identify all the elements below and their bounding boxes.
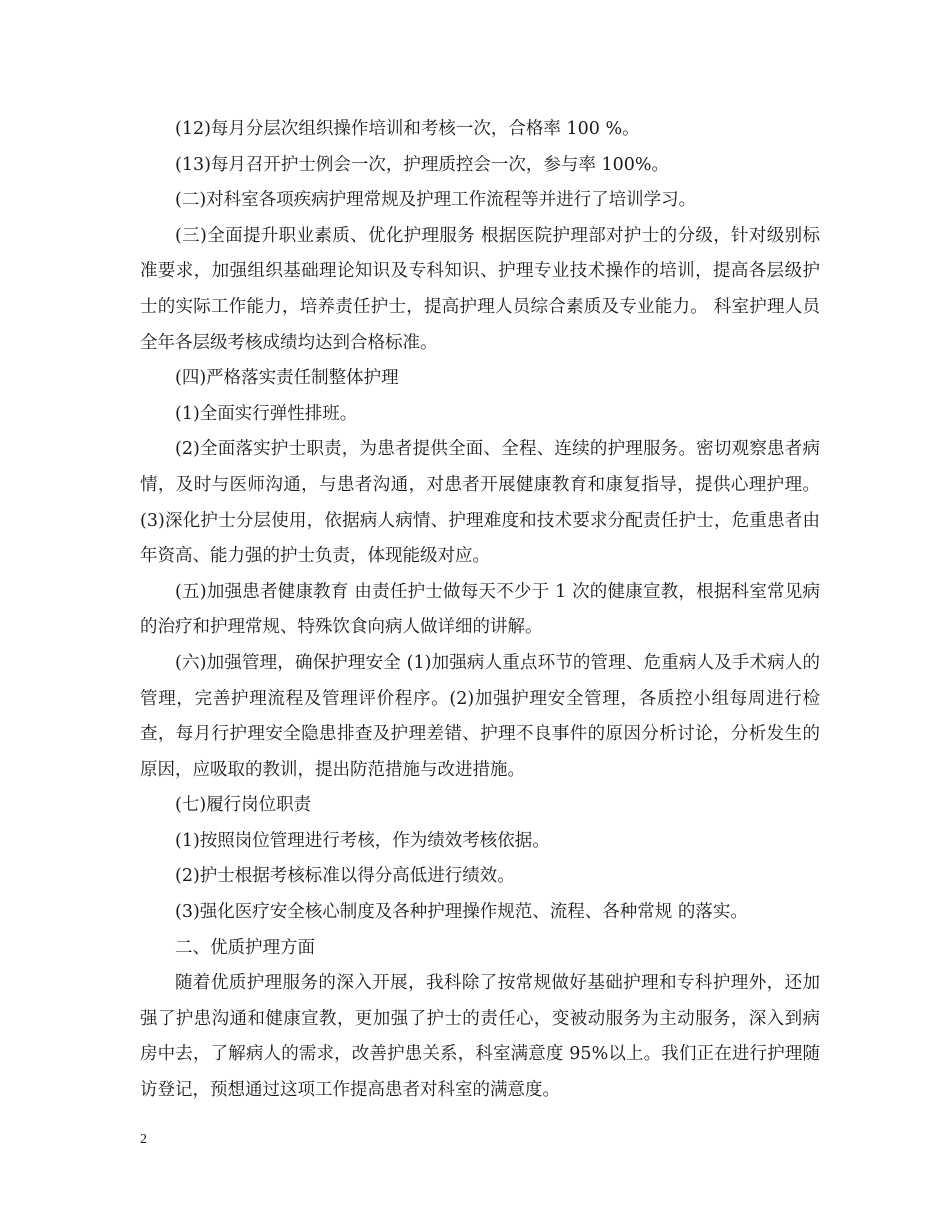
paragraph: (12)每月分层次组织操作培训和考核一次，合格率 100 %。 xyxy=(175,119,640,139)
paragraph: 随着优质护理服务的深入开展，我科除了按常规做好基础护理和专科护理外，还加强了护患沟通和健康宣教，更加强了护士的责任心，变被动服务为主动服务，深入到病房中去，了解病人的需求，改善护患关系，科室满意度 95%以上。我们正在进行护理随访登记，预想通过这项工作提高患者对科室的满意度。 xyxy=(140,973,820,1101)
paragraph: (七)履行岗位职责 xyxy=(175,795,312,816)
paragraph: (3)强化医疗安全核心制度及各种护理操作规范、流程、各种常规 的落实。 xyxy=(175,902,748,923)
paragraph: (2)全面落实护士职责，为患者提供全面、全程、连续的护理服务。密切观察患者病情，及时与医师沟通，与患者沟通，对患者开展健康教育和康复指导，提供心理护理。(3)深化护士分层使用，依据病人病情、护理难度和技术要求分配责任护士，危重患者由年资高、能力强的护士负责，体现能级对应。 xyxy=(140,439,820,567)
paragraph: (13)每月召开护士例会一次，护理质控会一次，参与率 100%。 xyxy=(175,154,670,175)
paragraph: (2)护士根据考核标准以得分高低进行绩效。 xyxy=(175,866,515,887)
document-body xyxy=(140,112,820,1109)
section-heading: 二、优质护理方面 xyxy=(175,937,315,958)
paragraph: (1)全面实行弹性排班。 xyxy=(175,403,358,424)
page-number: 2 xyxy=(140,1132,147,1147)
paragraph: (1)按照岗位管理进行考核，作为绩效考核依据。 xyxy=(175,830,550,851)
paragraph: (六)加强管理，确保护理安全 (1)加强病人重点环节的管理、危重病人及手术病人的管理，完善护理流程及管理评价程序。(2)加强护理安全管理，各质控小组每周进行检查，每月行护理安全隐患排查及护理差错、护理不良事件的原因分析讨论，分析发生的原因，应吸取的教训，提出防范措施与改进措施。 xyxy=(140,652,820,780)
paragraph: (五)加强患者健康教育 由责任护士做每天不少于 1 次的健康宣教，根据科室常见病的治疗和护理常规、特殊饮食向病人做详细的讲解。 xyxy=(140,581,820,638)
paragraph: (三)全面提升职业素质、优化护理服务 根据医院护理部对护士的分级，针对级别标准要求，加强组织基础理论知识及专科知识、护理专业技术操作的培训，提高各层级护士的实际工作能力，培养责任护士，提高护理人员综合素质及专业能力。 科室护理人员全年各层级考核成绩均达到合格标准。 xyxy=(140,225,820,353)
paragraph: (二)对科室各项疾病护理常规及护理工作流程等并进行了培训学习。 xyxy=(175,190,697,211)
paragraph: (四)严格落实责任制整体护理 xyxy=(175,368,399,389)
